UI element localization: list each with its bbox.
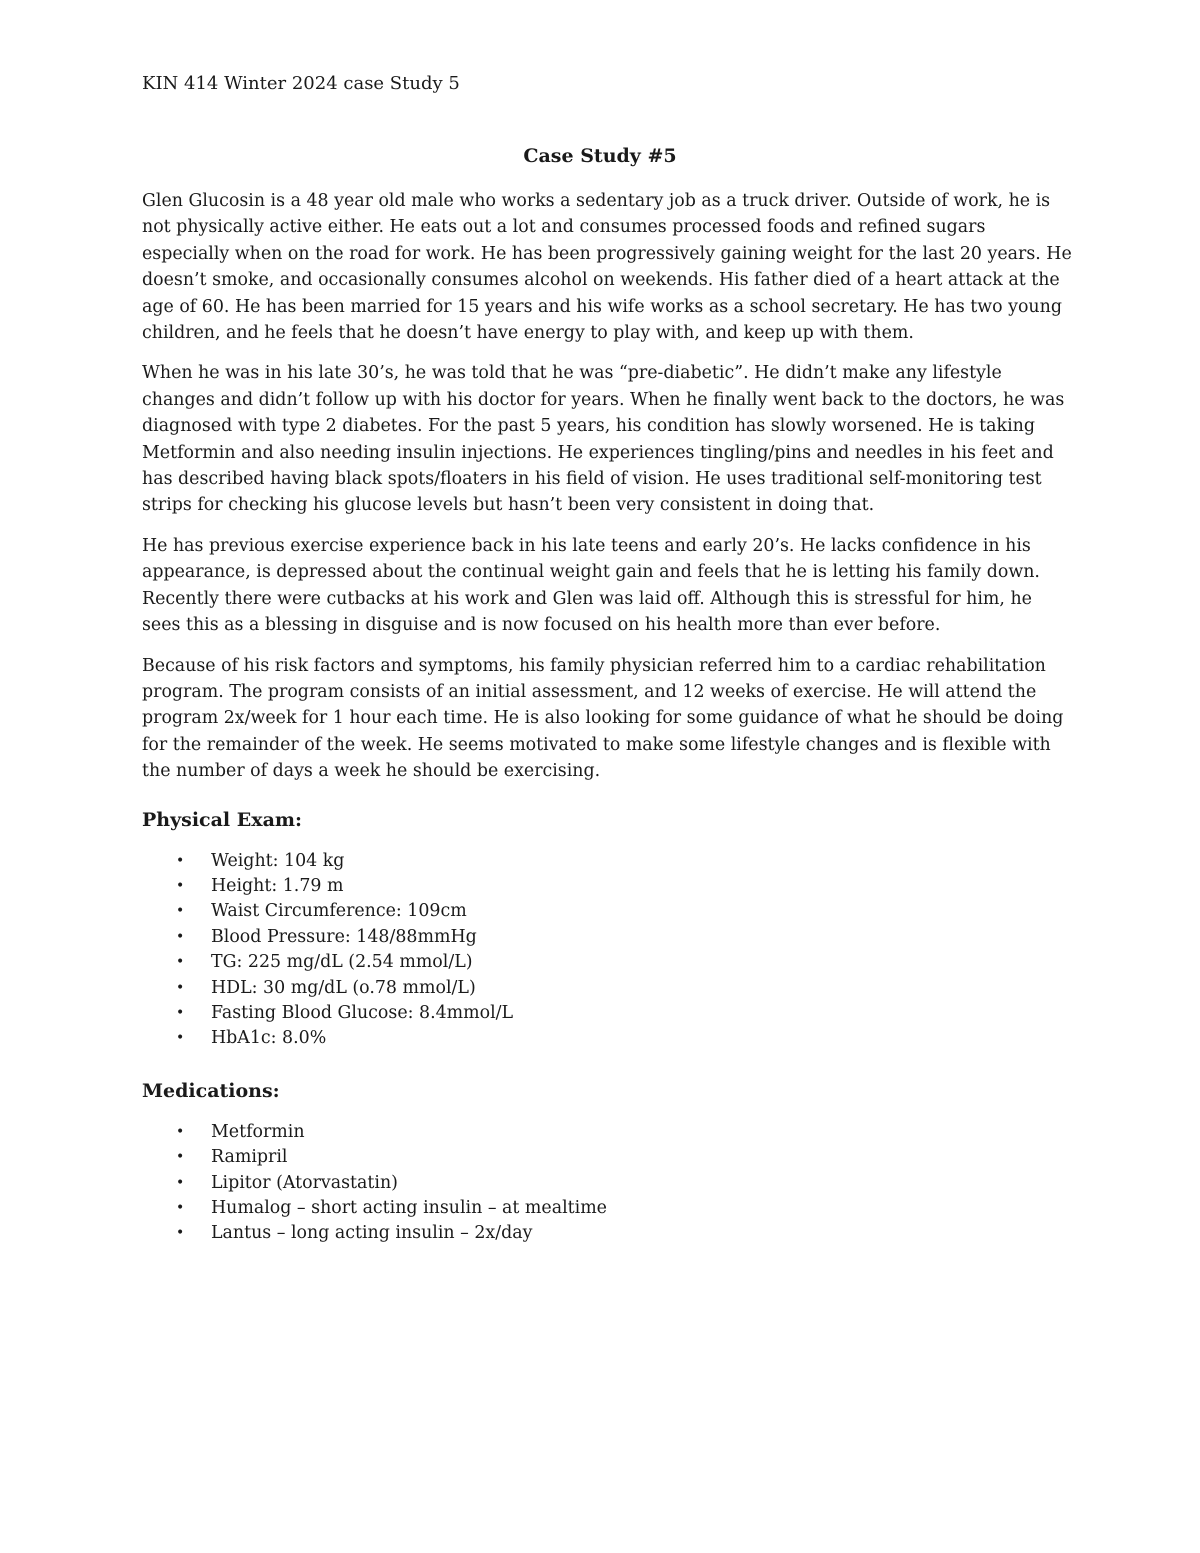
medications-list [142, 1120, 1072, 1247]
list-item-glucose [142, 1001, 1072, 1026]
physical-exam-list [142, 849, 1072, 1052]
document-body [142, 188, 1072, 1247]
bullet-icon: • [176, 954, 185, 971]
bullet-icon: • [176, 1030, 185, 1047]
list-item-text: Fasting Blood Glucose: 8.4mmol/L [211, 1002, 514, 1023]
physical-exam-heading: Physical Exam: [142, 808, 303, 831]
list-item-text: Metformin [211, 1121, 305, 1142]
document-title: Case Study #5 [523, 145, 677, 167]
list-item-text: Ramipril [211, 1147, 288, 1168]
list-item-weight [142, 849, 1072, 874]
list-item-blood-pressure [142, 925, 1072, 950]
list-item-tg [142, 950, 1072, 975]
bullet-icon: • [176, 979, 185, 996]
bullet-icon: • [176, 1225, 185, 1242]
paragraph-background: Glen Glucosin is a 48 year old male who works a sedentary job as a truck driver. Outside of work, he is not physically active either. He eats out a lot and consumes processed foods and refined sugars especially when on the road for work. He has been progressively gaining weight for the last 20 years. He doesn’t smoke, and occasionally consumes alcohol on weekends. His father died of a heart attack at the age of 60. He has been married for 15 years and his wife works as a school secretary. He has two young children, and he feels that he doesn’t have energy to play with, and keep up with them. [142, 191, 1072, 344]
paragraph-referral: Because of his risk factors and symptoms, his family physician referred him to a cardiac rehabilitation program. The program consists of an initial assessment, and 12 weeks of exercise. He will attend the program 2x/week for 1 hour each time. He is also looking for some guidance of what he should be doing for the remainder of the week. He seems motivated to make some lifestyle changes and is flexible with the number of days a week he should be exercising. [142, 655, 1064, 782]
list-item-height [142, 874, 1072, 899]
list-item-hba1c [142, 1026, 1072, 1051]
medications-heading: Medications: [142, 1079, 280, 1102]
bullet-icon: • [176, 852, 185, 869]
list-item-text: HDL: 30 mg/dL (o.78 mmol/L) [211, 977, 476, 998]
list-item-hdl [142, 976, 1072, 1001]
list-item-text: TG: 225 mg/dL (2.54 mmol/L) [211, 952, 473, 973]
list-item-text: Blood Pressure: 148/88mmHg [211, 926, 477, 947]
paragraph-diagnosis: When he was in his late 30’s, he was told that he was “pre-diabetic”. He didn’t make any lifestyle changes and didn’t follow up with his doctor for years. When he finally went back to the doctors, he was diagnosed with type 2 diabetes. For the past 5 years, his condition has slowly worsened. He is taking Metformin and also needing insulin injections. He experiences tingling/pins and needles in his feet and has described having black spots/floaters in his field of vision. He uses traditional self-monitoring test strips for checking his glucose levels but hasn’t been very consistent in doing that. [142, 363, 1065, 516]
bullet-icon: • [176, 1004, 185, 1021]
list-item-lipitor [142, 1171, 1072, 1196]
list-item-text: Waist Circumference: 109cm [211, 901, 467, 922]
list-item-waist [142, 899, 1072, 924]
running-header: KIN 414 Winter 2024 case Study 5 [142, 73, 460, 94]
bullet-icon: • [176, 1123, 185, 1140]
list-item-ramipril [142, 1145, 1072, 1170]
list-item-text: Lipitor (Atorvastatin) [211, 1172, 398, 1193]
bullet-icon: • [176, 1200, 185, 1216]
paragraph-exercise-history: He has previous exercise experience back in his late teens and early 20’s. He lacks confidence in his appearance, is depressed about the continual weight gain and feels that he is letting his family down. Recently there were cutbacks at his work and Glen was laid off. Although this is stressful for him, he sees this as a blessing in disguise and is now focused on his health more than ever before. [142, 535, 1040, 636]
list-item-text: Humalog – short acting insulin – at mealtime [211, 1198, 607, 1218]
list-item-lantus [142, 1221, 1072, 1246]
bullet-icon: • [176, 877, 185, 894]
list-item-metformin [142, 1120, 1072, 1145]
bullet-icon: • [176, 903, 185, 920]
list-item-text: Lantus – long acting insulin – 2x/day [211, 1223, 533, 1244]
bullet-icon: • [176, 1174, 185, 1191]
list-item-text: HbA1c: 8.0% [211, 1028, 327, 1049]
list-item-text: Height: 1.79 m [211, 875, 344, 896]
list-item-humalog [142, 1196, 1072, 1221]
bullet-icon: • [176, 928, 185, 945]
list-item-text: Weight: 104 kg [211, 850, 345, 871]
bullet-icon: • [176, 1149, 185, 1166]
